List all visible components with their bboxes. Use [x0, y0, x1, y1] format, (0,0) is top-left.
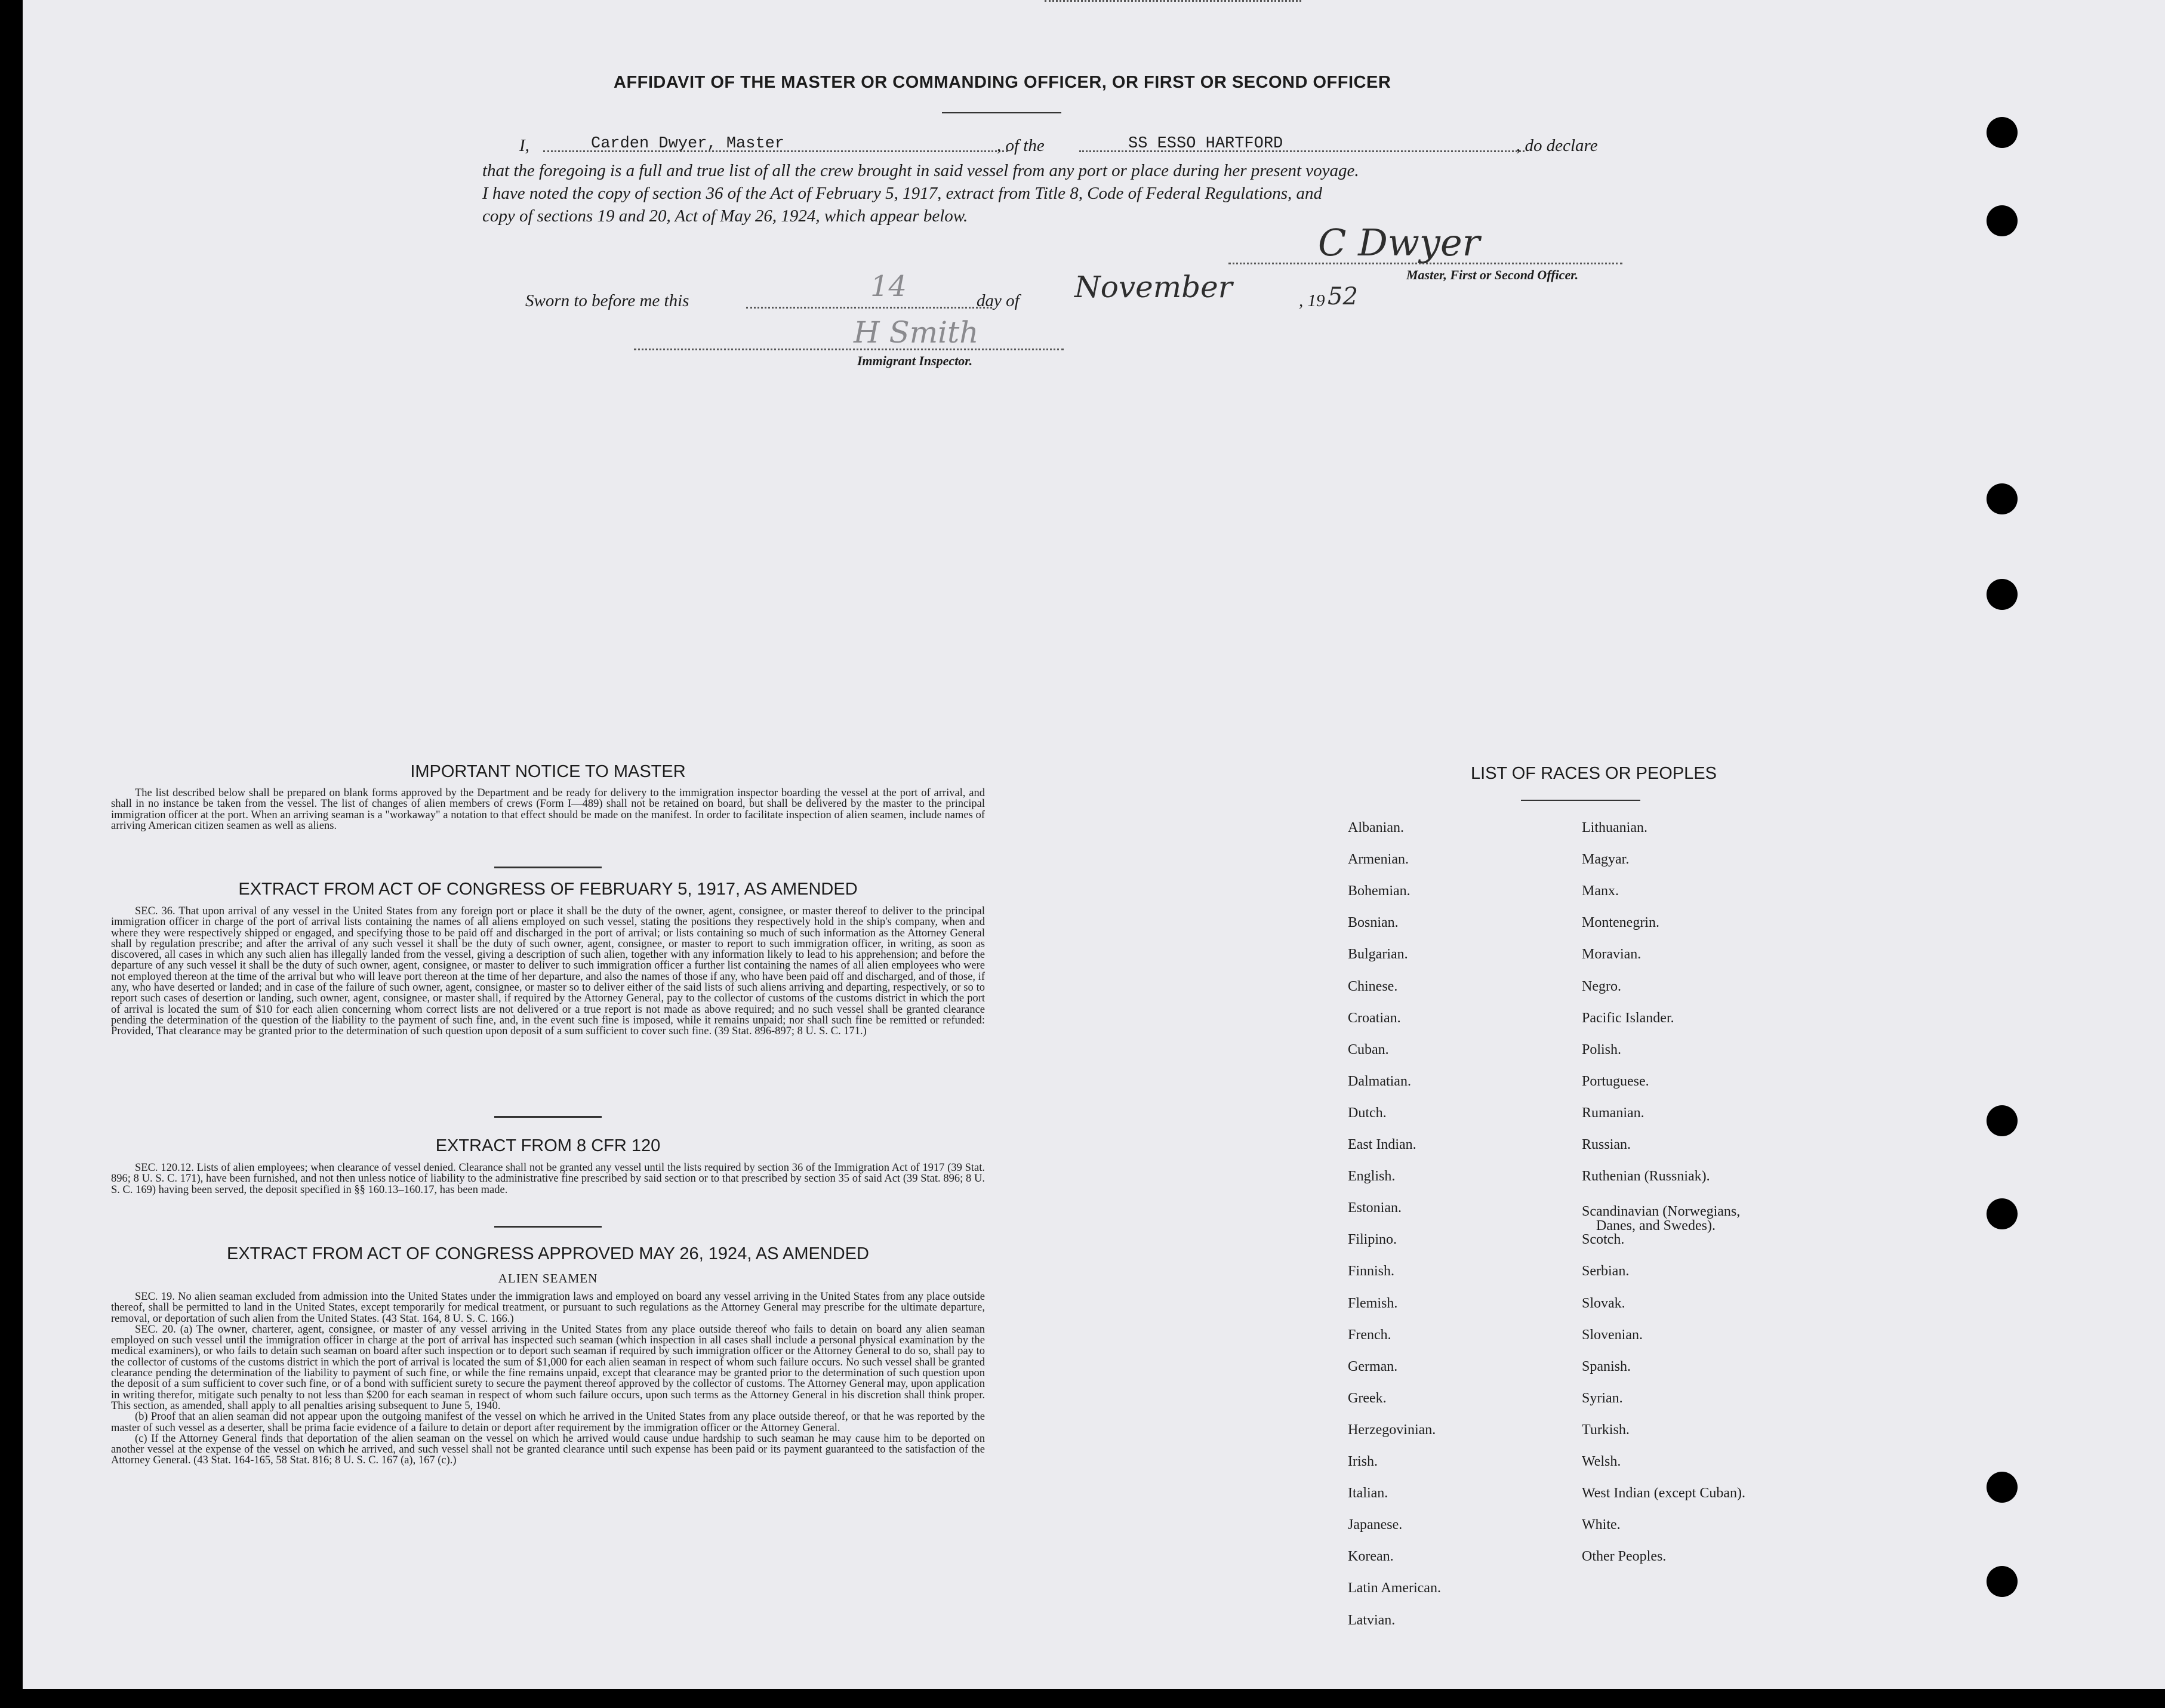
race-item: Latin American. — [1348, 1580, 1441, 1596]
signature-caption: Master, First or Second Officer. — [1406, 267, 1579, 282]
race-item: Finnish. — [1348, 1263, 1395, 1280]
race-item: Danes, and Swedes). — [1596, 1218, 1716, 1234]
races-title: LIST OF RACES OR PEOPLES — [1470, 764, 1717, 783]
race-item: East Indian. — [1348, 1137, 1416, 1152]
race-item: Albanian. — [1348, 820, 1404, 835]
race-item: Irish. — [1348, 1454, 1378, 1469]
race-item: Scotch. — [1582, 1232, 1625, 1248]
race-item: Armenian. — [1348, 852, 1409, 868]
race-item: Herzegovinian. — [1348, 1422, 1436, 1438]
sworn-month: November — [1074, 270, 1233, 304]
race-item: Filipino. — [1348, 1232, 1397, 1248]
race-item: English. — [1348, 1169, 1396, 1185]
inspector-line — [634, 349, 1064, 350]
race-item: Cuban. — [1348, 1041, 1389, 1058]
extract-1924-title: EXTRACT FROM ACT OF CONGRESS APPROVED MAY 26, 1924, AS AMENDED — [227, 1244, 869, 1263]
affidavit-line-2: that the foregoing is a full and true list of all the crew brought in said vessel from any port or place during her present voyage. — [482, 161, 1359, 180]
race-item: Dalmatian. — [1348, 1073, 1411, 1089]
declarant-name: Carden Dwyer, Master — [591, 135, 785, 153]
affidavit-title: AFFIDAVIT OF THE MASTER OR COMMANDING OFFICER, OR FIRST OR SECOND OFFICER — [614, 73, 1391, 92]
section-divider — [494, 867, 602, 868]
vessel-name: SS ESSO HARTFORD — [1128, 135, 1283, 153]
extract-1917-title: EXTRACT FROM ACT OF CONGRESS OF FEBRUARY 5, 1917, AS AMENDED — [238, 880, 858, 899]
section-19-paragraph: SEC. 19. No alien seaman excluded from admission into the United States under the immigration laws and employed on board any vessel arriving in the United States from any place outside thereof, shall be permitted to land in the United States, except temporarily for medical treatment, or pursuant to such regulations as the Attorney General may prescribe for the ultimate departure, removal, or deportation of such alien from the United States. (43 Stat. 164, 8 U. S. C. 166.) — [111, 1291, 985, 1325]
race-item: Portuguese. — [1582, 1073, 1649, 1089]
race-item: Manx. — [1582, 883, 1619, 899]
section-divider — [494, 1226, 602, 1228]
race-item: Scandinavian (Norwegians, — [1582, 1204, 1741, 1220]
race-item: Pacific Islander. — [1582, 1010, 1674, 1026]
race-item: Rumanian. — [1582, 1105, 1644, 1121]
race-item: Slovak. — [1582, 1295, 1625, 1311]
notice-paragraph: The list described below shall be prepared on blank forms approved by the Department and be ready for delivery to the immigration inspector boarding the vessel at the port of arrival, and shall in no instance be taken from the vessel. The list of changes of alien members of crews (Form I—489) shall not be retained on board, but shall be delivered by the master to the principal immigration officer at the port. When an arriving seaman is a "workaway" a notation to that effect should be made on the manifest. In order to facilitate inspection of alien seamen, include names of arriving American citizen seamen as well as aliens. — [111, 787, 985, 832]
punch-hole — [1987, 579, 2018, 610]
race-item: Serbian. — [1582, 1263, 1630, 1280]
punch-hole — [1987, 205, 2018, 236]
extract-cfr-text — [111, 1163, 985, 1208]
sworn-month-line — [1045, 0, 1301, 2]
notice-title: IMPORTANT NOTICE TO MASTER — [410, 762, 686, 781]
affidavit-line-3: I have noted the copy of section 36 of the Act of February 5, 1917, extract from Title 8, Code of Federal Regulations, and — [482, 184, 1323, 203]
of-the-label: , of the — [997, 136, 1045, 155]
punch-hole — [1987, 1566, 2018, 1597]
affidavit-line-4: copy of sections 19 and 20, Act of May 26, 1924, which appear below. — [482, 206, 968, 226]
inspector-signature: H Smith — [854, 315, 979, 350]
race-item: Polish. — [1582, 1041, 1622, 1058]
race-item: French. — [1348, 1327, 1391, 1343]
race-item: Spanish. — [1582, 1358, 1631, 1374]
punch-hole — [1987, 117, 2018, 148]
race-item: Bosnian. — [1348, 915, 1399, 931]
document-page — [23, 0, 2165, 1689]
race-item: Bohemian. — [1348, 883, 1411, 899]
races-title-rule — [1521, 800, 1640, 801]
race-item: Dutch. — [1348, 1105, 1387, 1121]
signature-line — [1228, 263, 1622, 264]
day-of-label: day of — [977, 291, 1020, 310]
sworn-label: Sworn to before me this — [525, 291, 689, 310]
extract-1917-text — [111, 906, 985, 1104]
race-item: Moravian. — [1582, 947, 1642, 963]
sworn-day: 14 — [870, 270, 907, 303]
race-item: Bulgarian. — [1348, 947, 1408, 963]
sworn-year: 52 — [1328, 283, 1358, 310]
declare-label: , do declare — [1516, 136, 1598, 155]
race-item: Magyar. — [1582, 852, 1630, 868]
race-item: Other Peoples. — [1582, 1549, 1667, 1565]
race-item: German. — [1348, 1358, 1398, 1374]
race-item: Japanese. — [1348, 1517, 1403, 1533]
race-item: Korean. — [1348, 1549, 1394, 1565]
notice-text — [111, 788, 985, 852]
race-item: Welsh. — [1582, 1454, 1621, 1469]
race-item: West Indian (except Cuban). — [1582, 1485, 1745, 1502]
race-item: White. — [1582, 1517, 1621, 1533]
race-item: Syrian. — [1582, 1390, 1623, 1406]
section-20c-paragraph: (c) If the Attorney General finds that deportation of the alien seaman on the vessel on which he arrived would cause undue hardship to such seaman he may cause him to be deported on another vessel at the expense of the vessel on which he arrived, and such vessel shall not be granted clearance until such expense has been paid or its payment guaranteed to the satisfaction of the Attorney General. (43 Stat. 164-165, 58 Stat. 816; 8 U. S. C. 167 (a), 167 (c).) — [111, 1432, 985, 1467]
race-item: Flemish. — [1348, 1295, 1398, 1311]
race-item: Lithuanian. — [1582, 820, 1647, 835]
punch-hole — [1987, 1105, 2018, 1136]
race-item: Turkish. — [1582, 1422, 1630, 1438]
section-divider — [494, 1116, 602, 1118]
affidavit-title-rule — [942, 112, 1061, 113]
section-20a-paragraph: SEC. 20. (a) The owner, charterer, agent, consignee, or master of any vessel arriving in the United States from any place outside thereof who fails to detain on board any alien seaman employed on such vessel until the immigration officer in charge at the port of arrival has inspected such seaman (which inspection in all cases shall include a personal physical examination by the medical examiners), or who fails to detain such seaman on board after such inspection or to deport such seaman if required by such immigration officer or the Attorney General to do so, shall pay to the collector of customs of the customs district in which the port of arrival is located the sum of $1,000 for each alien seaman in respect of whom such failure occurs. No such vessel shall be granted clearance pending the determination of the liability to payment of such fine, or while the fine remains unpaid, except that clearance may be granted prior to the determination of such question upon the deposit of a sum sufficient to cover such fine, or of a bond with sufficient surety to secure the payment thereof approved by the collector of customs. The Attorney General may, upon application in writing therefor, mitigate such penalty to not less than $200 for each seaman in respect of whom such failure occurs, upon such terms as the Attorney General in his discretion shall think proper. This section, as amended, shall apply to all penalties arising subsequent to June 5, 1940. — [111, 1323, 985, 1412]
inspector-caption: Immigrant Inspector. — [857, 353, 973, 368]
race-item: Ruthenian (Russniak). — [1582, 1169, 1710, 1185]
section-120-12-paragraph: SEC. 120.12. Lists of alien employees; when clearance of vessel denied. Clearance shall not be granted any vessel until the lists required by section 36 of the Immigration Act of 1917 (39 Stat. 896; 8 U. S. C. 171), have been furnished, and not then unless notice of liability to the administrative fine prescribed by said section or to that prescribed by section 35 of said Act (39 Stat. 896; 8 U. S. C. 169) having been served, the deposit specified in §§ 160.13–160.17, has been made. — [111, 1162, 985, 1196]
race-item: Russian. — [1582, 1137, 1631, 1152]
race-item: Chinese. — [1348, 978, 1398, 994]
race-item: Negro. — [1582, 978, 1621, 994]
race-item: Montenegrin. — [1582, 915, 1659, 931]
master-signature: C Dwyer — [1318, 221, 1480, 264]
race-item: Slovenian. — [1582, 1327, 1643, 1343]
extract-1924-text — [111, 1291, 985, 1553]
extract-cfr-title: EXTRACT FROM 8 CFR 120 — [435, 1136, 661, 1155]
punch-hole — [1987, 1198, 2018, 1229]
punch-hole — [1987, 483, 2018, 514]
race-item: Greek. — [1348, 1390, 1387, 1406]
race-item: Latvian. — [1348, 1612, 1396, 1628]
section-36-paragraph: SEC. 36. That upon arrival of any vessel in the United States from any foreign port or place it shall be the duty of the owner, agent, consignee, or master thereof to deliver to the principal immigration officer in charge of the port of arrival lists containing the names of all aliens employed on such vessel, stating the positions they respectively hold in the ship's company, when and where they were respectively shipped or engaged, and specifying those to be paid off and discharged in the port of arrival; or lists containing so much of such information as the Attorney General shall by regulation prescribe; and after the arrival of any such vessel it shall be the duty of such owner, agent, consignee, or master to report to such immigration officer, in writing, as soon as discovered, all cases in which any such alien has illegally landed from the vessel, giving a description of such alien, together with any information likely to lead to his apprehension; and before the departure of any such vessel it shall be the duty of such owner, agent, consignee, or master to deliver to such immigration officer a further list containing the names of all alien employees who were not employed thereon at the time of the arrival but who will leave port thereon at the time of her departure, and also the names of those if any, who have been paid off and discharged, and of those, if any, who have deserted or landed; and in case of the failure of such owner, agent, consignee, or master so to deliver either of the said lists of such aliens arriving and departing, respectively, or so to report such cases of desertion or landing, such owner, agent, consignee, or master shall, if required by the Attorney General, pay to the collector of customs of the customs district in which the port of arrival is located the sum of $10 for each alien concerning whom correct lists are not delivered or a true report is not made as above required; and no such vessel shall be granted clearance pending the determination of the question of the liability to the payment of such fine, and, in the event such fine is imposed, while it remains unpaid; nor shall such fine be remitted or refunded: Provided, That clearance may be granted prior to the determination of such question upon deposit of a sum sufficient to cover such fine. (39 Stat. 896-897; 8 U. S. C. 171.) — [111, 905, 985, 1038]
alien-seamen-subtitle: ALIEN SEAMEN — [498, 1271, 598, 1285]
race-item: Estonian. — [1348, 1200, 1402, 1216]
race-item: Italian. — [1348, 1485, 1388, 1502]
punch-hole — [1987, 1472, 2018, 1503]
section-20b-paragraph: (b) Proof that an alien seaman did not appear upon the outgoing manifest of the vessel on which he arrived in the United States from any place outside thereof, or that he was reported by the master of such vessel as a deserter, shall be prima facie evidence of a failure to detain or deport after requirement by the immigration officer or the Attorney General. — [111, 1411, 985, 1434]
race-item: Croatian. — [1348, 1010, 1401, 1026]
sworn-day-line — [746, 307, 992, 309]
declarant-prefix: I, — [519, 136, 529, 155]
year-prefix: , 19 — [1299, 291, 1325, 310]
